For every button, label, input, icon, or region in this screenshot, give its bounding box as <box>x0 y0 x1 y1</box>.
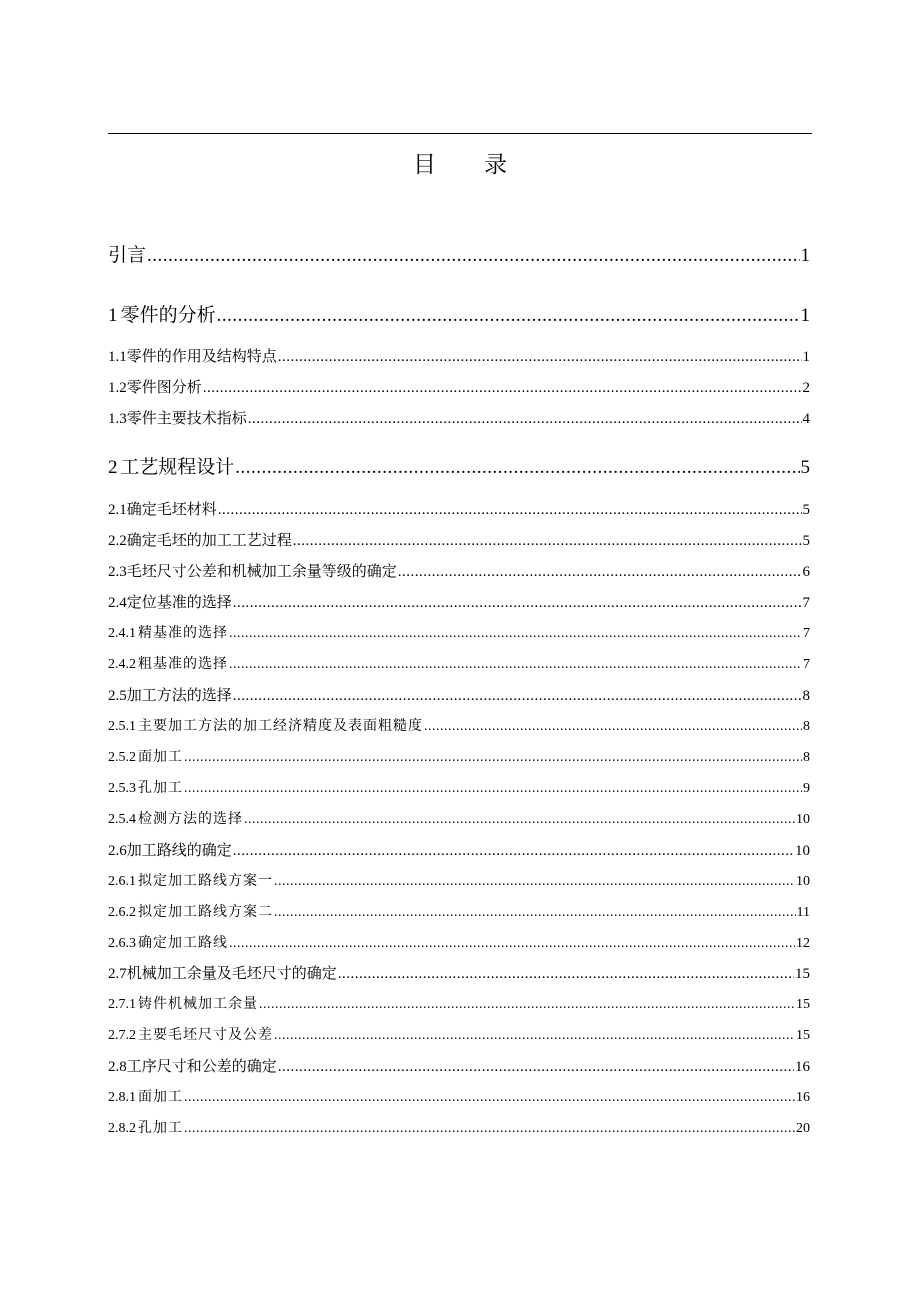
toc-leader-dots <box>278 349 802 366</box>
toc-entry-number: 2.2 <box>108 533 127 549</box>
toc-entry-page: 1 <box>800 305 810 326</box>
toc-entry-number: 2.4.2 <box>108 657 136 672</box>
toc-entry[interactable] <box>108 622 810 642</box>
toc-entry-number: 2.3 <box>108 564 127 580</box>
toc-entry[interactable] <box>108 240 810 267</box>
title-char-1: 目 <box>413 152 436 178</box>
toc-entry-label: 面加工 <box>138 1089 183 1105</box>
toc-entry[interactable] <box>108 715 810 735</box>
toc-entry[interactable] <box>108 407 810 428</box>
toc-entry-page: 10 <box>796 874 810 889</box>
toc-entry[interactable] <box>108 839 810 860</box>
toc-entry-number: 2.4.1 <box>108 626 136 641</box>
toc-entry-page: 16 <box>795 1059 810 1075</box>
toc-entry-page: 16 <box>796 1090 810 1105</box>
toc-entry[interactable] <box>108 746 810 766</box>
toc-leader-dots <box>184 1121 795 1137</box>
toc-entry-label: 确定毛坯材料 <box>126 500 217 518</box>
toc-leader-dots <box>293 533 802 550</box>
toc-entry[interactable] <box>108 870 810 890</box>
toc-entry-number: 2.5.4 <box>108 812 136 827</box>
toc-entry-number: 2.6.1 <box>108 874 136 889</box>
toc-entry-page: 4 <box>802 411 810 427</box>
toc-leader-dots <box>398 564 802 581</box>
toc-entry-label: 定位基准的选择 <box>126 593 232 611</box>
toc-entry-label: 引言 <box>108 244 147 266</box>
toc-entry-page: 5 <box>800 457 810 478</box>
toc-entry-number: 2.5.3 <box>108 781 136 796</box>
toc-entry-page: 5 <box>802 502 810 518</box>
toc-entry-label: 面加工 <box>138 749 183 765</box>
toc-leader-dots <box>233 595 802 612</box>
toc-entry-number: 2.7.1 <box>108 997 136 1012</box>
page-title <box>0 146 920 179</box>
toc-entry-label: 孔加工 <box>138 780 183 796</box>
toc-leader-dots <box>278 1059 794 1076</box>
toc-entry-label: 加工方法的选择 <box>126 686 232 704</box>
toc-entry-label: 拟定加工路线方案一 <box>138 873 273 889</box>
toc-entry-number: 2.5.2 <box>108 750 136 765</box>
toc-leader-dots <box>147 245 799 267</box>
toc-leader-dots <box>259 997 795 1013</box>
toc-entry-page: 1 <box>800 245 810 266</box>
toc-leader-dots <box>217 305 800 327</box>
toc-leader-dots <box>424 719 802 735</box>
toc-entry[interactable] <box>108 591 810 612</box>
header-rule <box>108 133 812 134</box>
toc-entry-page: 10 <box>796 812 810 827</box>
toc-entry-label: 工艺规程设计 <box>120 456 235 478</box>
toc-entry-page: 7 <box>802 595 810 611</box>
toc-entry-label: 主要加工方法的加工经济精度及表面粗糙度 <box>138 718 423 734</box>
toc-entry-number: 2.1 <box>108 502 127 518</box>
toc-leader-dots <box>274 1028 795 1044</box>
title-char-2: 录 <box>484 152 507 178</box>
toc-leader-dots <box>233 843 794 860</box>
toc-entry[interactable] <box>108 1024 810 1044</box>
toc-entry-label: 毛坯尺寸公差和机械加工余量等级的确定 <box>126 562 397 580</box>
toc-leader-dots <box>203 380 802 397</box>
toc-entry-number: 2 <box>108 457 118 478</box>
toc-leader-dots <box>229 936 795 952</box>
toc-entry-number: 2.8.1 <box>108 1090 136 1105</box>
toc-leader-dots <box>229 657 802 673</box>
toc-entry-number: 2.6.2 <box>108 905 136 920</box>
toc-entry-number: 2.6.3 <box>108 936 136 951</box>
toc-entry-page: 15 <box>795 966 810 982</box>
toc-entry-page: 20 <box>796 1121 810 1136</box>
toc-entry-number: 2.5 <box>108 688 127 704</box>
toc-entry-number: 1.3 <box>108 411 127 427</box>
toc-entry-page: 7 <box>803 626 810 641</box>
toc-entry[interactable] <box>108 777 810 797</box>
toc-entry-label: 零件图分析 <box>126 378 202 396</box>
toc-entry-label: 粗基准的选择 <box>138 656 228 672</box>
toc-entry-number: 1.1 <box>108 349 127 365</box>
toc-leader-dots <box>248 411 802 428</box>
toc-entry-number: 2.4 <box>108 595 127 611</box>
toc-entry-page: 2 <box>802 380 810 396</box>
toc-entry-number: 2.5.1 <box>108 719 136 734</box>
toc-entry[interactable] <box>108 993 810 1013</box>
toc-entry-page: 15 <box>796 997 810 1012</box>
toc-entry-page: 6 <box>802 564 810 580</box>
toc-entry-page: 12 <box>796 936 810 951</box>
toc-entry[interactable] <box>108 901 810 921</box>
toc-leader-dots <box>244 812 795 828</box>
toc-entry-label: 加工路线的确定 <box>126 841 232 859</box>
toc-entry[interactable] <box>108 1086 810 1106</box>
toc-entry-page: 10 <box>795 843 810 859</box>
toc-entry[interactable] <box>108 1117 810 1137</box>
toc-entry-label: 机械加工余量及毛坯尺寸的确定 <box>126 964 337 982</box>
toc-leader-dots <box>184 781 802 797</box>
toc-leader-dots <box>274 905 796 921</box>
toc-entry[interactable] <box>108 684 810 705</box>
toc-entry-label: 检测方法的选择 <box>138 811 243 827</box>
toc-entry[interactable] <box>108 1055 810 1076</box>
toc-leader-dots <box>184 750 802 766</box>
toc-entry[interactable] <box>108 452 810 479</box>
toc-entry-label: 铸件机械加工余量 <box>138 996 258 1012</box>
toc-entry-number: 1.2 <box>108 380 127 396</box>
toc-entry[interactable] <box>108 345 810 366</box>
toc-entry-label: 工序尺寸和公差的确定 <box>126 1057 277 1075</box>
toc-entry-page: 1 <box>802 349 810 365</box>
toc-entry-page: 8 <box>803 750 810 765</box>
toc-entry-label: 精基准的选择 <box>138 625 228 641</box>
toc-entry-label: 主要毛坯尺寸及公差 <box>138 1027 273 1043</box>
toc-entry-label: 确定毛坯的加工工艺过程 <box>126 531 292 549</box>
toc-entry-number: 2.6 <box>108 843 127 859</box>
toc-entry-label: 拟定加工路线方案二 <box>138 904 273 920</box>
toc-entry-page: 8 <box>802 688 810 704</box>
toc-leader-dots <box>338 966 794 983</box>
toc-entry-page: 15 <box>796 1028 810 1043</box>
toc-entry-number: 2.8.2 <box>108 1121 136 1136</box>
toc-entry[interactable] <box>108 560 810 581</box>
toc-entry-number: 2.8 <box>108 1059 127 1075</box>
toc-entry[interactable] <box>108 376 810 397</box>
toc-leader-dots <box>274 874 795 890</box>
toc-entry-page: 8 <box>803 719 810 734</box>
toc-entry-number: 1 <box>108 305 118 326</box>
toc-entry-page: 9 <box>803 781 810 796</box>
toc-entry-page: 7 <box>803 657 810 672</box>
toc-entry-label: 零件主要技术指标 <box>126 409 247 427</box>
toc-entry-number: 2.7.2 <box>108 1028 136 1043</box>
toc-entry-label: 零件的作用及结构特点 <box>126 347 277 365</box>
toc-entry-label: 零件的分析 <box>120 304 216 326</box>
toc-entry[interactable] <box>108 498 810 519</box>
toc-entry[interactable] <box>108 932 810 952</box>
toc-entry-label: 确定加工路线 <box>138 935 228 951</box>
toc-entry[interactable] <box>108 962 810 983</box>
toc-entry[interactable] <box>108 529 810 550</box>
toc-leader-dots <box>184 1090 795 1106</box>
toc-leader-dots <box>218 502 802 519</box>
toc-entry-number: 2.7 <box>108 966 127 982</box>
toc-leader-dots <box>235 457 799 479</box>
toc-leader-dots <box>229 626 802 642</box>
toc-leader-dots <box>233 688 802 705</box>
toc-entry[interactable] <box>108 653 810 673</box>
toc-entry[interactable] <box>108 300 810 327</box>
toc-entry-page: 5 <box>802 533 810 549</box>
toc-entry-label: 孔加工 <box>138 1120 183 1136</box>
toc-entry-page: 11 <box>796 905 810 920</box>
toc-entry[interactable] <box>108 808 810 828</box>
